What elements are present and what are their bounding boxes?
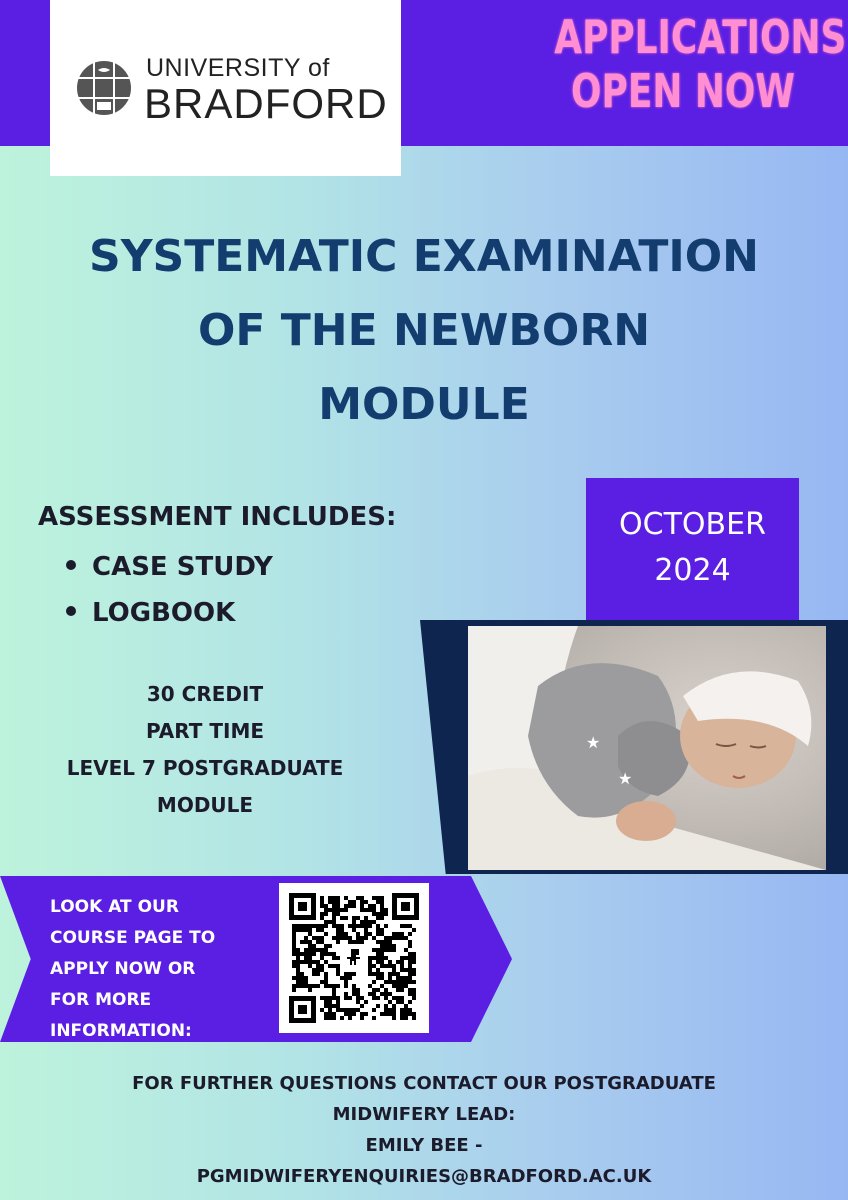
title-line-2: OF THE NEWBORN [197,305,651,356]
course-page-text [50,892,280,1047]
qr-code[interactable] [279,883,429,1033]
cta-line-3: APPLY NOW OR [50,959,196,979]
contact-line-2: MIDWIFERY LEAD: [332,1104,516,1125]
title-line-1: SYSTEMATIC EXAMINATION [89,231,759,282]
contact-email[interactable]: PGMIDWIFERYENQUIRIES@BRADFORD.AC.UK [196,1166,652,1187]
module-title [20,220,828,442]
banner-line-1: APPLICATIONS [554,10,847,64]
qr-code-icon [279,883,429,1033]
banner-line-2: OPEN NOW [571,64,795,118]
applications-open-banner [554,10,847,118]
contact-info [20,1068,828,1192]
date-year: 2024 [654,553,731,588]
start-date-badge [586,478,799,620]
details-credit: 30 CREDIT [146,682,264,706]
logo-text-bradford: BRADFORD [144,80,388,127]
assessment-list [66,544,273,636]
newborn-photo-illustration [468,626,826,870]
cta-line-5: INFORMATION: [50,1021,192,1041]
contact-name: EMILY BEE - [365,1135,483,1156]
svg-text:★: ★ [586,733,601,752]
date-month: OCTOBER [619,507,766,542]
university-logo[interactable] [50,0,401,176]
assessment-item-case-study: CASE STUDY [66,544,273,590]
logo-text-university: UNIVERSITY of [146,54,330,82]
newborn-photo [468,626,826,870]
details-level: LEVEL 7 POSTGRADUATE [66,756,344,780]
details-module: MODULE [156,793,254,817]
contact-line-1: FOR FURTHER QUESTIONS CONTACT OUR POSTGRADUATE [132,1073,716,1094]
details-part-time: PART TIME [145,719,265,743]
module-details [30,676,380,824]
svg-text:★: ★ [618,769,633,788]
cta-line-4: FOR MORE [50,990,152,1010]
cta-line-1: LOOK AT OUR [50,897,179,917]
university-globe-logo-icon [74,58,134,118]
assessment-item-logbook: LOGBOOK [66,590,273,636]
cta-line-2: COURSE PAGE TO [50,928,216,948]
title-line-3: MODULE [318,379,530,430]
assessment-heading: ASSESSMENT INCLUDES: [38,502,397,532]
dinosaur-icon [343,947,365,969]
